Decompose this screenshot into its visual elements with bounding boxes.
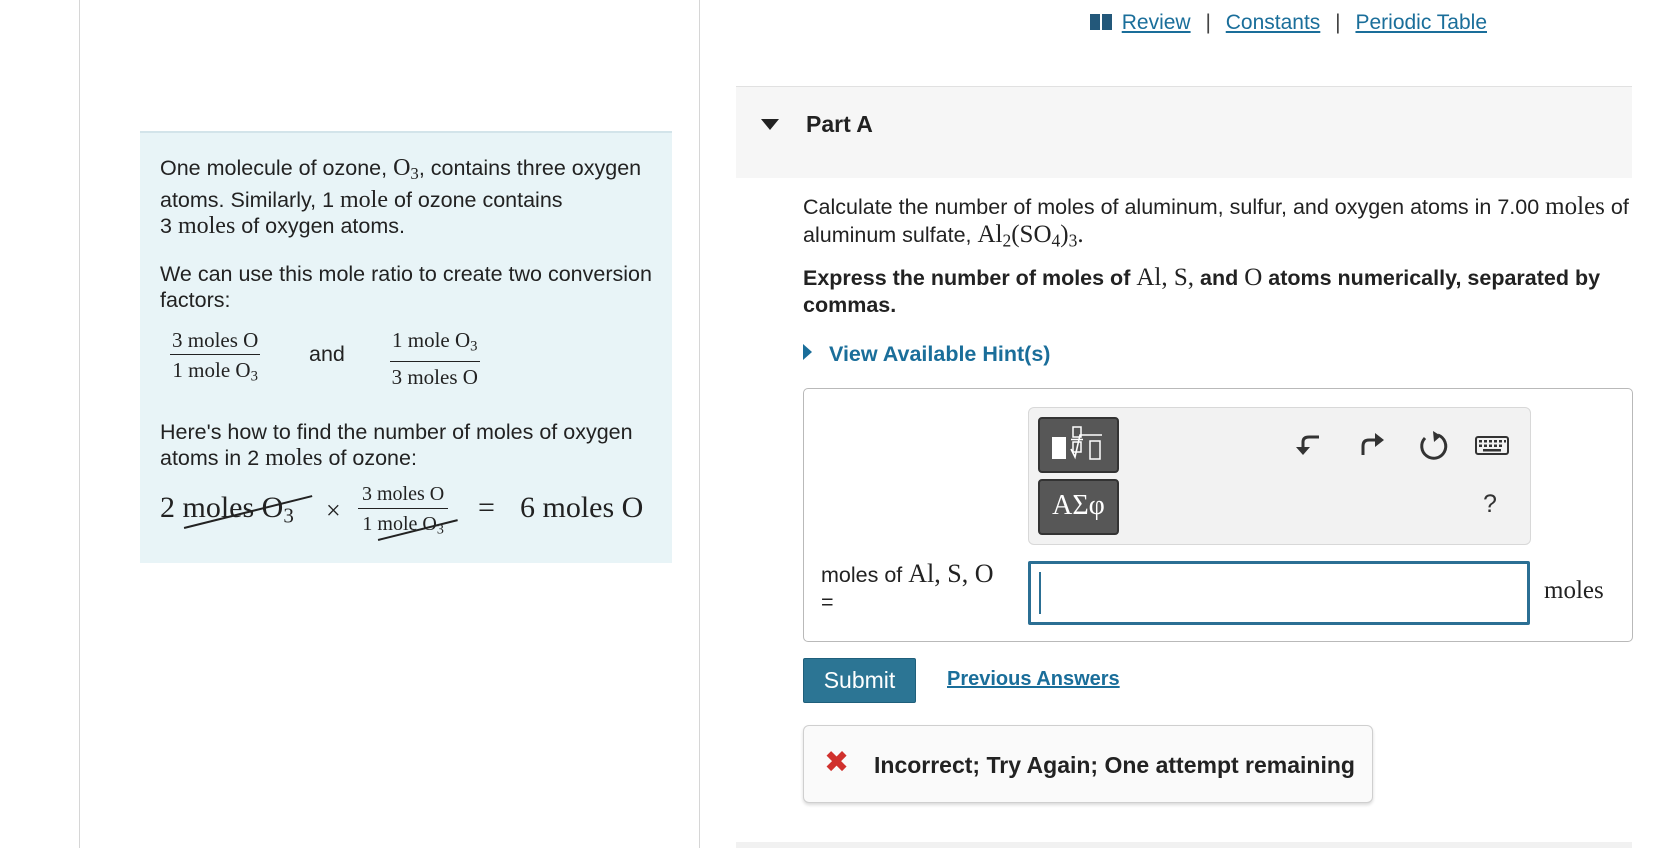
calc-given: 2 moles $O_3$ — [160, 491, 294, 528]
link-separator: | — [1335, 11, 1341, 34]
question-text: Calculate the number of moles of aluminum, sulfur, and oxygen atoms in 7.00 moles of aluminum sulfate, $Al_2(SO_4)_3$. — [803, 193, 1629, 251]
reset-icon[interactable] — [1416, 428, 1450, 462]
part-header[interactable] — [736, 86, 1632, 178]
expand-triangle-icon — [803, 344, 812, 360]
periodic-table-link[interactable]: Periodic Table — [1355, 11, 1487, 34]
constants-link[interactable]: Constants — [1225, 11, 1321, 34]
resource-links — [1090, 11, 1487, 35]
intro-box — [140, 131, 672, 563]
collapse-triangle-icon[interactable] — [761, 119, 779, 130]
panel-bottom-edge — [736, 842, 1632, 848]
conversion-factor-1: 3 moles O 1 mole $O_3$ — [172, 328, 259, 385]
and-label: and — [309, 342, 345, 367]
previous-answers-link[interactable]: Previous Answers — [947, 668, 1120, 690]
conversion-factor-2: 1 mole $O_3$ 3 moles O — [391, 328, 478, 389]
feedback-banner — [803, 725, 1373, 803]
feedback-message: Incorrect; Try Again; One attempt remaining — [874, 752, 1355, 778]
equation-toolbar — [1028, 407, 1531, 545]
answer-input[interactable] — [1028, 561, 1530, 625]
calc-equals: = — [478, 491, 495, 525]
book-icon — [1090, 14, 1112, 30]
answer-unit: moles — [1544, 577, 1604, 604]
answer-box — [803, 388, 1633, 642]
text-cursor — [1039, 572, 1041, 614]
error-x-icon: ✖ — [824, 746, 850, 779]
calc-times: × — [326, 496, 341, 526]
review-link[interactable]: Review — [1121, 11, 1191, 34]
left-border — [79, 0, 80, 848]
link-separator: | — [1205, 11, 1211, 34]
intro-paragraph-1: One molecule of ozone, $O_3$, contains three oxygen atoms. Similarly, 1 mole of ozone contains 3 moles of oxygen atoms. — [160, 155, 642, 240]
greek-symbols-button[interactable]: ΑΣφ — [1038, 479, 1119, 535]
calc-result: 6 moles O — [520, 491, 644, 525]
calc-factor: 3 moles O 1 mole $O_3$ — [358, 481, 448, 544]
redo-icon[interactable] — [1355, 428, 1389, 462]
example-calculation — [160, 485, 652, 555]
intro-paragraph-2: We can use this mole ratio to create two conversion factors: — [160, 262, 652, 313]
intro-paragraph-3: Here's how to find the number of moles of oxygen atoms in 2 moles of ozone: — [160, 420, 633, 472]
help-button[interactable]: ? — [1483, 490, 1497, 518]
answer-label: moles of Al, S, O = — [821, 559, 994, 614]
templates-icon — [1040, 419, 1117, 471]
submit-button[interactable]: Submit — [803, 658, 916, 703]
undo-icon[interactable] — [1293, 428, 1327, 462]
conversion-factors — [160, 327, 652, 397]
instruction-text: Express the number of moles of Al, S, and O atoms numerically, separated by commas. — [803, 264, 1601, 317]
view-hints-toggle[interactable]: View Available Hint(s) — [803, 342, 1050, 367]
part-title: Part A — [806, 111, 873, 137]
templates-button[interactable] — [1038, 417, 1119, 473]
keyboard-icon[interactable] — [1474, 428, 1510, 462]
pane-divider — [699, 0, 700, 848]
